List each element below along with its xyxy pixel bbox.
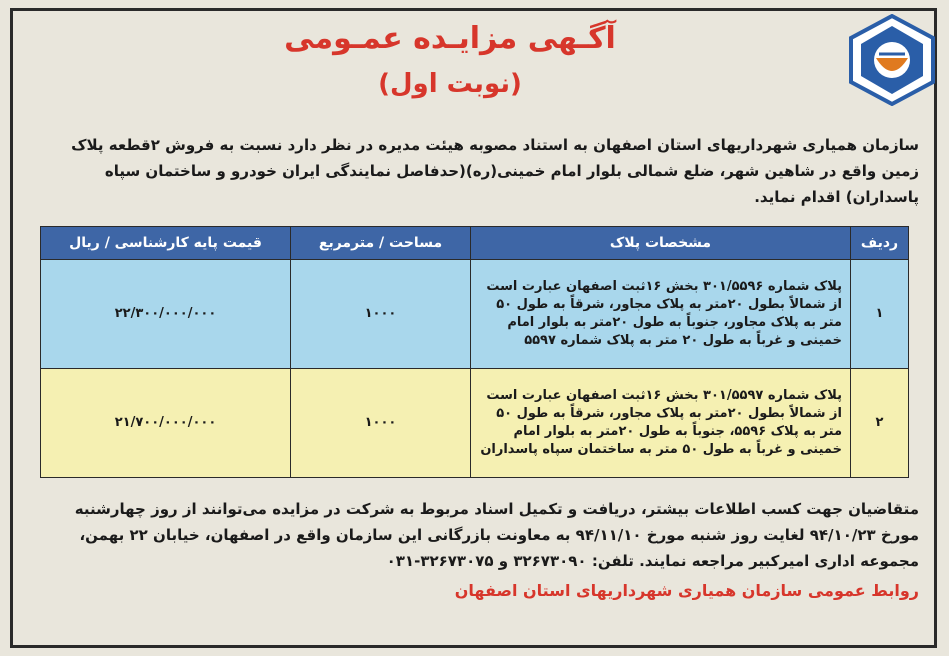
plot-price: ۲۲/۳۰۰/۰۰۰/۰۰۰: [41, 260, 291, 369]
contact-line-2: مورخ ۹۴/۱۰/۲۳ لغایت روز شنبه مورخ ۹۴/۱۱/۱۰ به معاونت بازرگانی این سازمان واقع در اصفهان، خیابان ۲۲ بهمن،: [79, 526, 919, 544]
table-row: [41, 369, 909, 478]
header-price: قیمت پایه کارشناسی / ریال: [41, 227, 291, 260]
header-area: مساحت / مترمربع: [291, 227, 471, 260]
notice-title: آگـهی مزایـده عمـومی: [284, 21, 616, 56]
plot-price: ۲۱/۷۰۰/۰۰۰/۰۰۰: [41, 369, 291, 478]
row-number: ۱: [851, 260, 909, 369]
table-header-row: [41, 227, 909, 260]
row-number: ۲: [851, 369, 909, 478]
intro-text: به استناد مصوبه هیئت مدیره در نظر دارد نسبت به فروش ۲قطعه پلاک زمین واقع در شاهین شهر، ضلع شمالی بلوار امام خمینی(ره)(حدفاصل نمایندگی ایران خودرو و ساختمان سپاه پاسداران) اقدام نماید.: [71, 136, 919, 206]
plot-description: پلاک شماره ۳۰۱/۵۵۹۶ بخش ۱۶ثبت اصفهان عبارت است از شمالاً بطول ۲۰متر به پلاک مجاور، شرقاً به طول ۵۰ متر به پلاک مجاور، جنوباً به طول ۲۰متر به بلوار امام خمینی و غرباً به طول ۲۰ متر به پلاک شماره ۵۵۹۷: [471, 260, 851, 369]
table-row: [41, 260, 909, 369]
notice-subtitle: (نوبت اول): [378, 69, 522, 99]
public-relations-signature: روابط عمومی سازمان همیاری شهرداریهای استان اصفهان: [454, 581, 919, 600]
property-table: [40, 226, 909, 478]
plot-area: ۱۰۰۰: [291, 260, 471, 369]
contact-line-1: متقاضیان جهت کسب اطلاعات بیشتر، دریافت و تکمیل اسناد مربوط به شرکت در مزایده می‌توانند از روز چهارشنبه: [74, 500, 919, 518]
organization-logo-icon: [849, 14, 935, 106]
organization-name: سازمان همیاری شهرداریهای استان اصفهان: [593, 136, 919, 154]
intro-paragraph: [29, 132, 919, 210]
contact-paragraph: [29, 496, 919, 574]
plot-area: ۱۰۰۰: [291, 369, 471, 478]
header-row-number: ردیف: [851, 227, 909, 260]
contact-line-3: مجموعه اداری امیرکبیر مراجعه نمایند. تلفن: ۳۲۶۷۳۰۹۰ و ۳۲۶۷۳۰۷۵-۰۳۱: [386, 552, 919, 570]
plot-description: پلاک شماره ۳۰۱/۵۵۹۷ بخش ۱۶ثبت اصفهان عبارت است از شمالاً بطول ۲۰متر به پلاک مجاور، شرقاً به طول ۵۰ متر به پلاک ۵۵۹۶، جنوباً به طول ۲۰متر به بلوار امام خمینی و غرباً به طول ۵۰ متر به ساختمان سپاه پاسداران: [471, 369, 851, 478]
header-description: مشخصات پلاک: [471, 227, 851, 260]
